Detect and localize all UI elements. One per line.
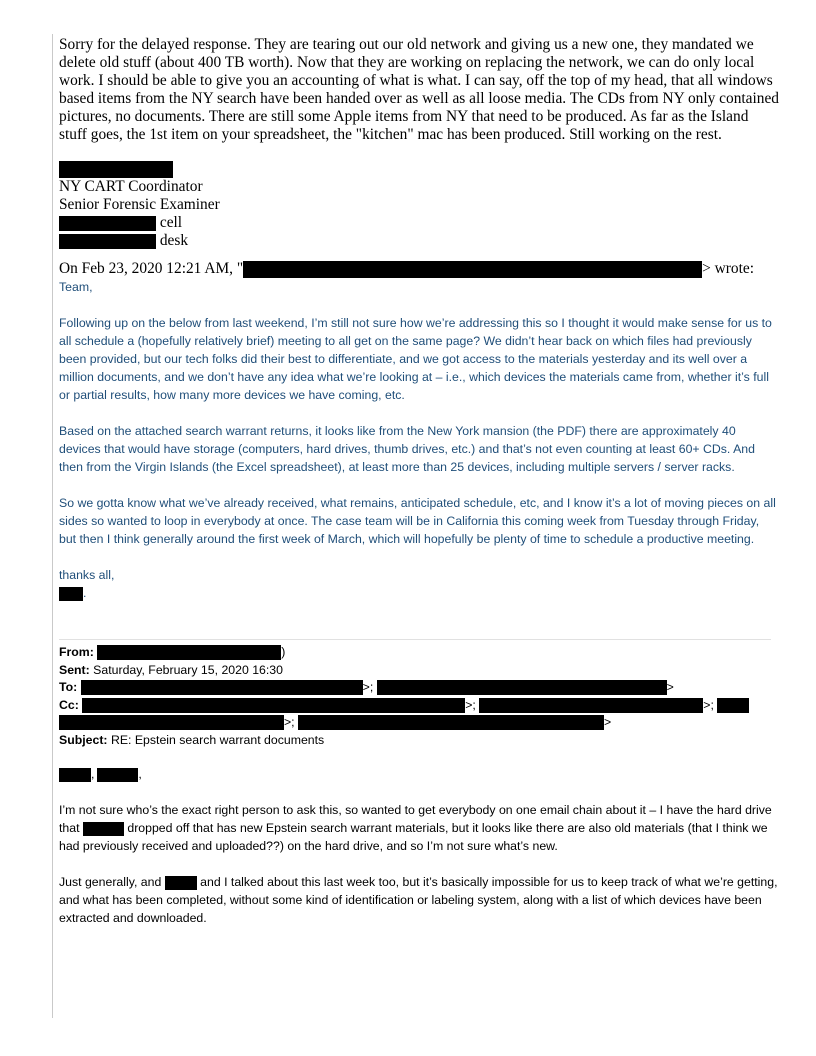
greeting-sep: , [91, 767, 95, 781]
redacted-person-2 [165, 876, 197, 890]
quoted-paragraph-3: So we gotta know what we’ve already received, what remains, anticipated schedule, etc, and I know it’s a lot of moving pieces on all sides so wanted to loop in everybody at once. The case team will be in California this coming week from Tuesday through Friday, but then I think generally around the first week of March, which will hopefully be plenty of time to schedule a productive meeting. [59, 496, 776, 546]
redacted-signoff-name [59, 587, 83, 601]
wrote-prefix: On Feb 23, 2020 12:21 AM, " [59, 260, 244, 277]
redacted-to-1 [81, 680, 363, 695]
older-paragraph-2-a: Just generally, and [59, 875, 162, 889]
older-email-body [59, 765, 779, 927]
wrote-suffix: > wrote: [702, 260, 754, 277]
redacted-cc-4 [59, 715, 284, 730]
signature-title1: NY CART Coordinator [59, 178, 203, 195]
from-row [59, 643, 779, 661]
redacted-greeting-name-2 [97, 768, 138, 782]
older-paragraph-1-a: I’m not sure who’s the exact right person to ask this, so wanted to get everybody on one email chain about it – I have the hard drive that [59, 803, 772, 835]
cc-label: Cc: [59, 697, 79, 712]
redacted-to-2 [377, 680, 667, 695]
quote-bar [52, 34, 53, 1018]
desk-label: desk [159, 232, 189, 249]
sent-value: Saturday, February 15, 2020 16:30 [93, 662, 283, 677]
redacted-cc-2 [479, 698, 703, 713]
quoted-message [59, 278, 779, 602]
signature-title2: Senior Forensic Examiner [59, 196, 220, 213]
redacted-name [59, 161, 173, 178]
to-end: > [666, 680, 674, 694]
wrote-line [59, 260, 779, 278]
older-paragraph-2 [59, 873, 779, 927]
subject-value: RE: Epstein search warrant documents [110, 732, 325, 747]
email-header [59, 643, 779, 748]
redacted-cc-3 [717, 698, 749, 713]
cc-separator-3: >; [284, 715, 295, 729]
redacted-person-1 [83, 822, 124, 836]
redacted-desk-number [59, 234, 156, 249]
subject-row [59, 731, 779, 749]
header-divider [59, 639, 771, 640]
older-paragraph-1-b: dropped off that has new Epstein search warrant materials, but it looks like there are also old materials (that I think we had previously received and uploaded??) on the hard drive, and so I’m not sure what’s new. [59, 821, 768, 853]
sent-row [59, 661, 779, 679]
signoff-dot: . [83, 586, 87, 600]
signature-desk-row [59, 232, 779, 250]
cc-row-1 [59, 696, 779, 714]
cc-separator-2: >; [703, 697, 714, 712]
redacted-cc-5 [298, 715, 604, 730]
redacted-cc-1 [82, 698, 465, 713]
quoted-paragraph-1: Following up on the below from last weekend, I’m still not sure how we’re addressing this so I thought it would make sense for us to all schedule a (hopefully relatively brief) meeting to all get on the same page? We didn’t hear back on which files had previously been provided, but our tech folks did their best to differentiate, and we got access to the materials yesterday and its well over a million documents, and we don’t have any idea what we’re looking at – i.e., which devices the materials came from, whether it’s full or partial results, how many more devices we have coming, etc. [59, 316, 772, 402]
subject-label: Subject: [59, 732, 108, 747]
signature-name-row [59, 160, 779, 178]
sent-label: Sent: [59, 662, 90, 677]
signature-cell-row [59, 214, 779, 232]
redacted-sender-address [243, 261, 702, 278]
email-content [59, 36, 779, 927]
to-label: To: [59, 680, 78, 694]
quoted-greeting: Team, [59, 280, 93, 294]
greeting-end: , [138, 767, 142, 781]
older-greeting [59, 765, 779, 783]
to-row [59, 678, 779, 696]
from-label: From: [59, 645, 94, 659]
redacted-cell-number [59, 216, 156, 231]
cc-row-2 [59, 713, 779, 731]
signature-block [59, 160, 779, 250]
from-suffix: ) [281, 645, 286, 659]
cc-separator-1: >; [465, 697, 476, 712]
reply-body: Sorry for the delayed response. They are tearing out our old network and giving us a new one, they mandated we delete old stuff (about 400 TB worth). Now that they are working on replacing the network, we can do only local work. I should be able to give you an accounting of what is what. I can say, off the top of my head, that all windows based items from the NY search have been handed over as well as all loose media. The CDs from NY only contained pictures, no documents. There are still some Apple items from NY that need to be produced. As far as the Island stuff goes, the 1st item on your spreadsheet, the "kitchen" mac has been produced. Still working on the rest. [59, 36, 780, 143]
quoted-signoff [59, 584, 779, 602]
quoted-closing: thanks all, [59, 568, 115, 582]
cc-end: > [604, 715, 612, 729]
older-paragraph-1 [59, 801, 779, 855]
redacted-greeting-name-1 [59, 768, 91, 782]
quoted-paragraph-2: Based on the attached search warrant returns, it looks like from the New York mansion (the PDF) there are approximately 40 devices that would have storage (computers, hard drives, thumb drives, etc.) and that’s not even counting at least 60+ CDs. And then from the Virgin Islands (the Excel spreadsheet), at least more than 25 devices, including multiple servers / server racks. [59, 424, 755, 474]
cell-label: cell [159, 214, 183, 231]
to-separator: >; [362, 680, 374, 694]
older-paragraph-2-b: and I talked about this last week too, but it’s basically impossible for us to keep track of what we’re getting, and what has been completed, without some kind of identification or labeling system, along with a list of which devices have been extracted and downloaded. [59, 875, 778, 925]
redacted-from [97, 645, 281, 660]
